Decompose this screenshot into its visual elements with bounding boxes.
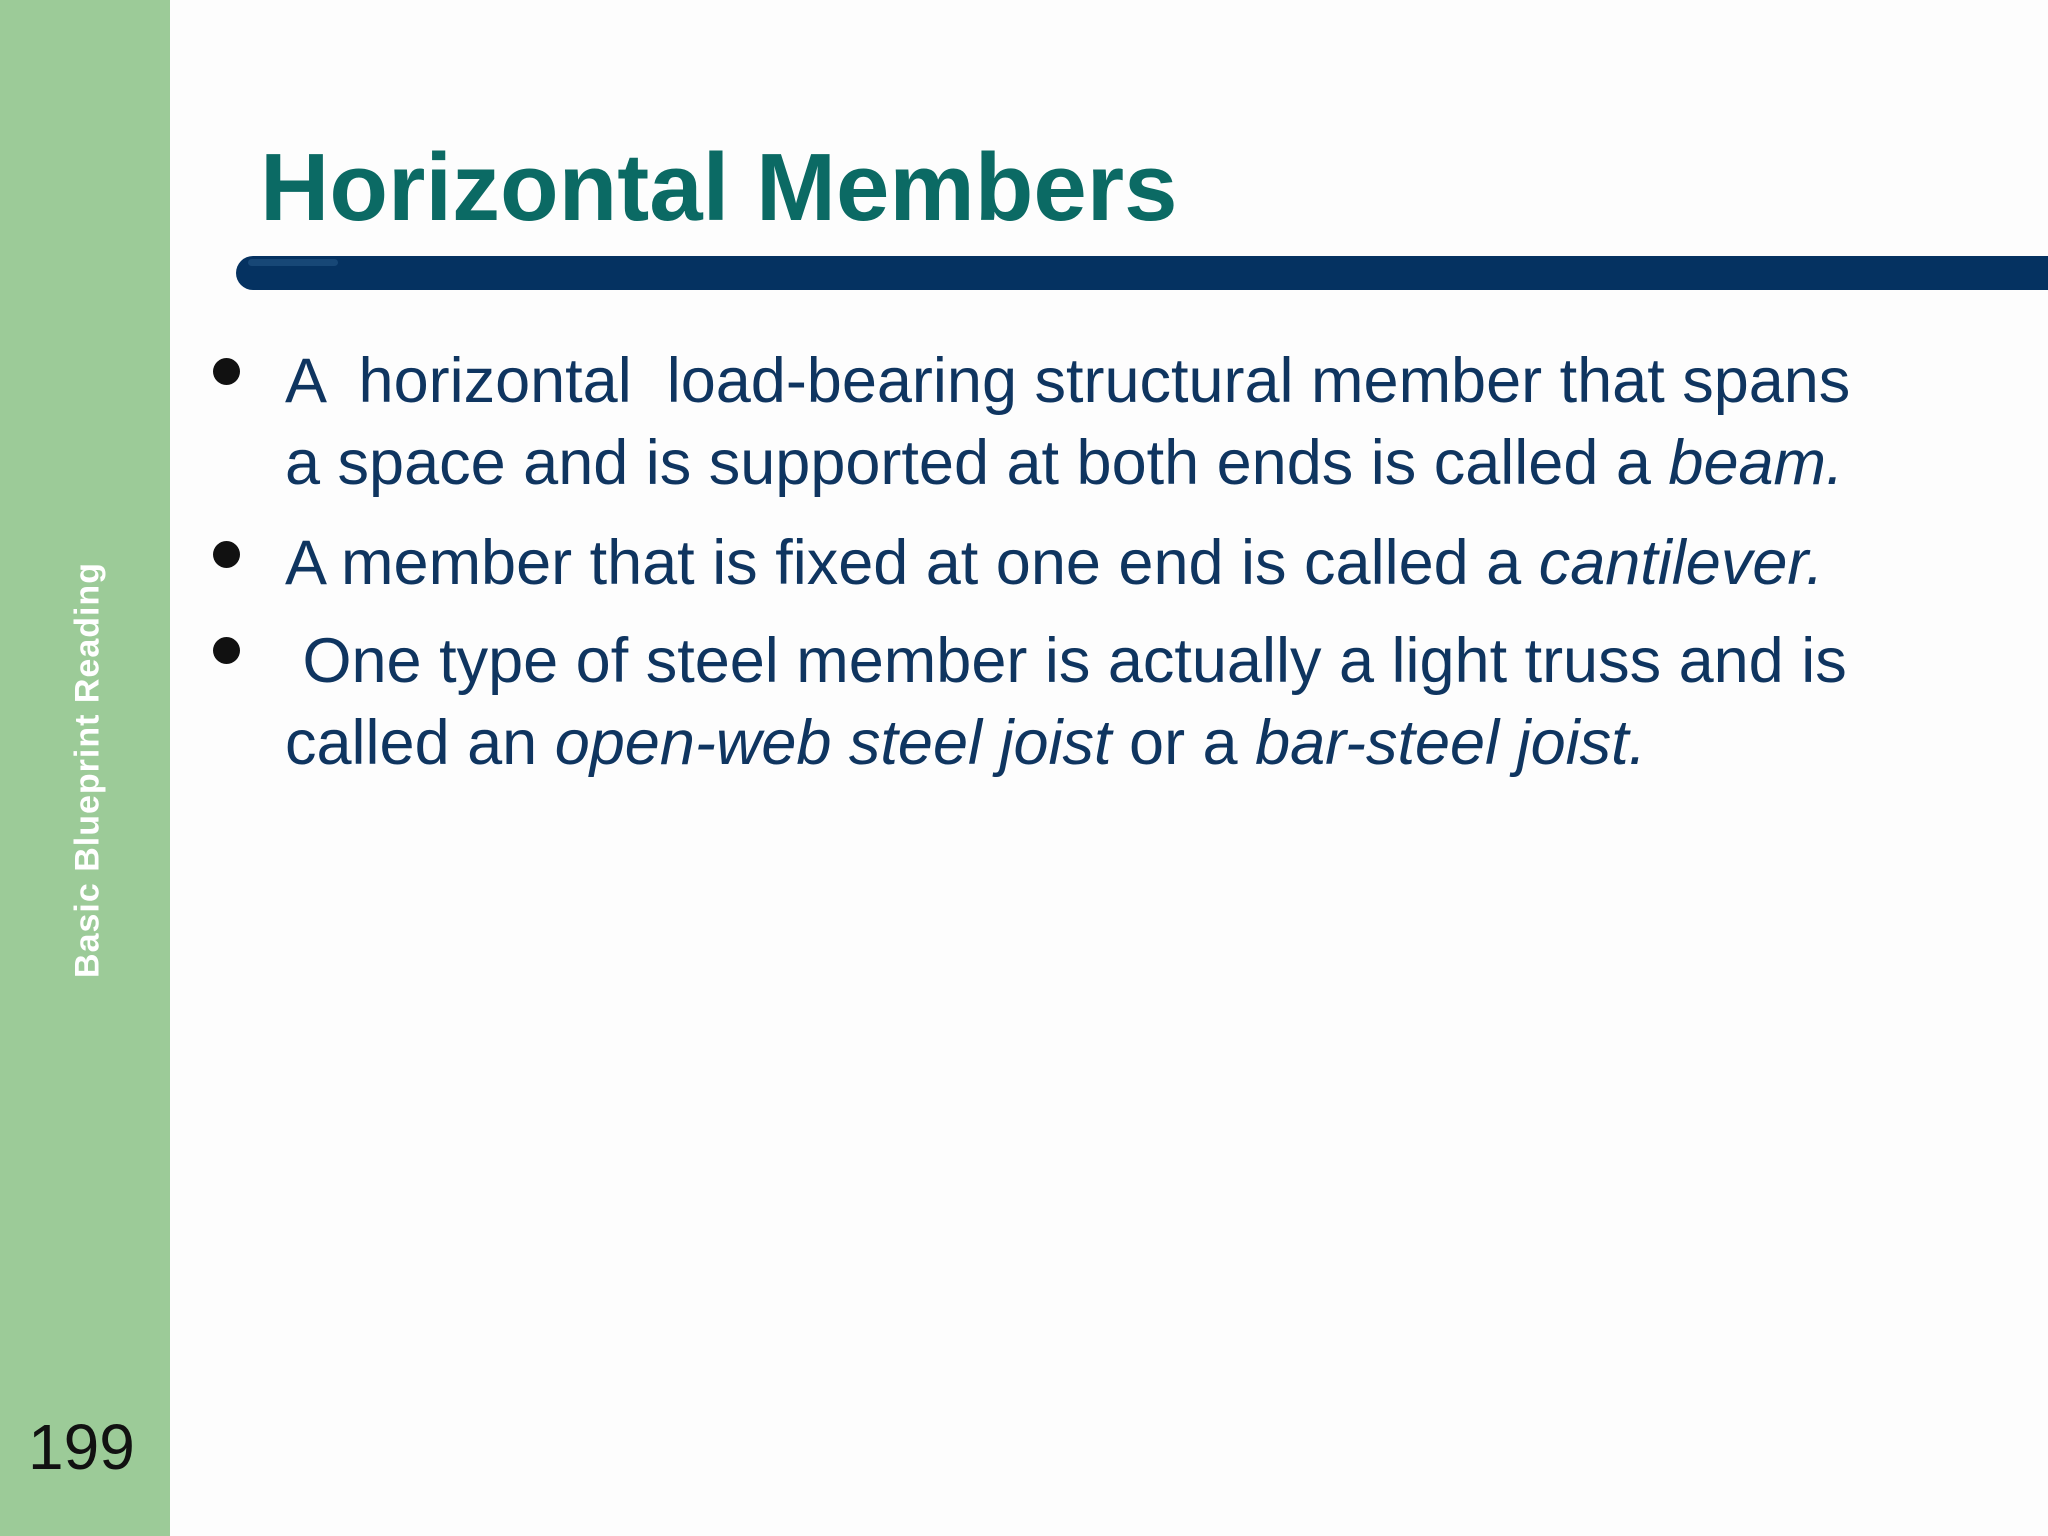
bullet-line [285,522,2015,604]
bullet-item-cantilever [285,522,2015,604]
bullet-item-beam [285,340,2015,504]
bullet-dot-icon [213,637,240,664]
bullet-line: One type of steel member is actually a light truss and is [285,626,1847,696]
bullet-item-joist [285,620,2015,784]
bullet-line [285,702,2015,784]
term-open-web-steel-joist: open-web steel joist [554,708,1112,778]
bullet-dot-icon [213,358,240,385]
course-title-vertical: Basic Blueprint Reading [68,562,107,978]
page-number: 199 [28,1411,135,1483]
term-bar-steel-joist: bar-steel joist. [1255,708,1647,778]
term-cantilever: cantilever. [1538,528,1824,598]
bullet-text-run: a space and is supported at both ends is called a [285,428,1669,498]
bullet-line [285,422,2015,504]
bullet-text-run: A member that is fixed at one end is called a [285,528,1539,598]
bullet-dot-icon [213,541,240,568]
bullet-text-run: or a [1111,708,1256,778]
term-beam: beam. [1668,428,1844,498]
bullet-text-run: called an [285,708,555,778]
slide-title: Horizontal Members [260,134,1178,241]
bullet-line: A horizontal load-bearing structural member that spans [285,346,1851,416]
